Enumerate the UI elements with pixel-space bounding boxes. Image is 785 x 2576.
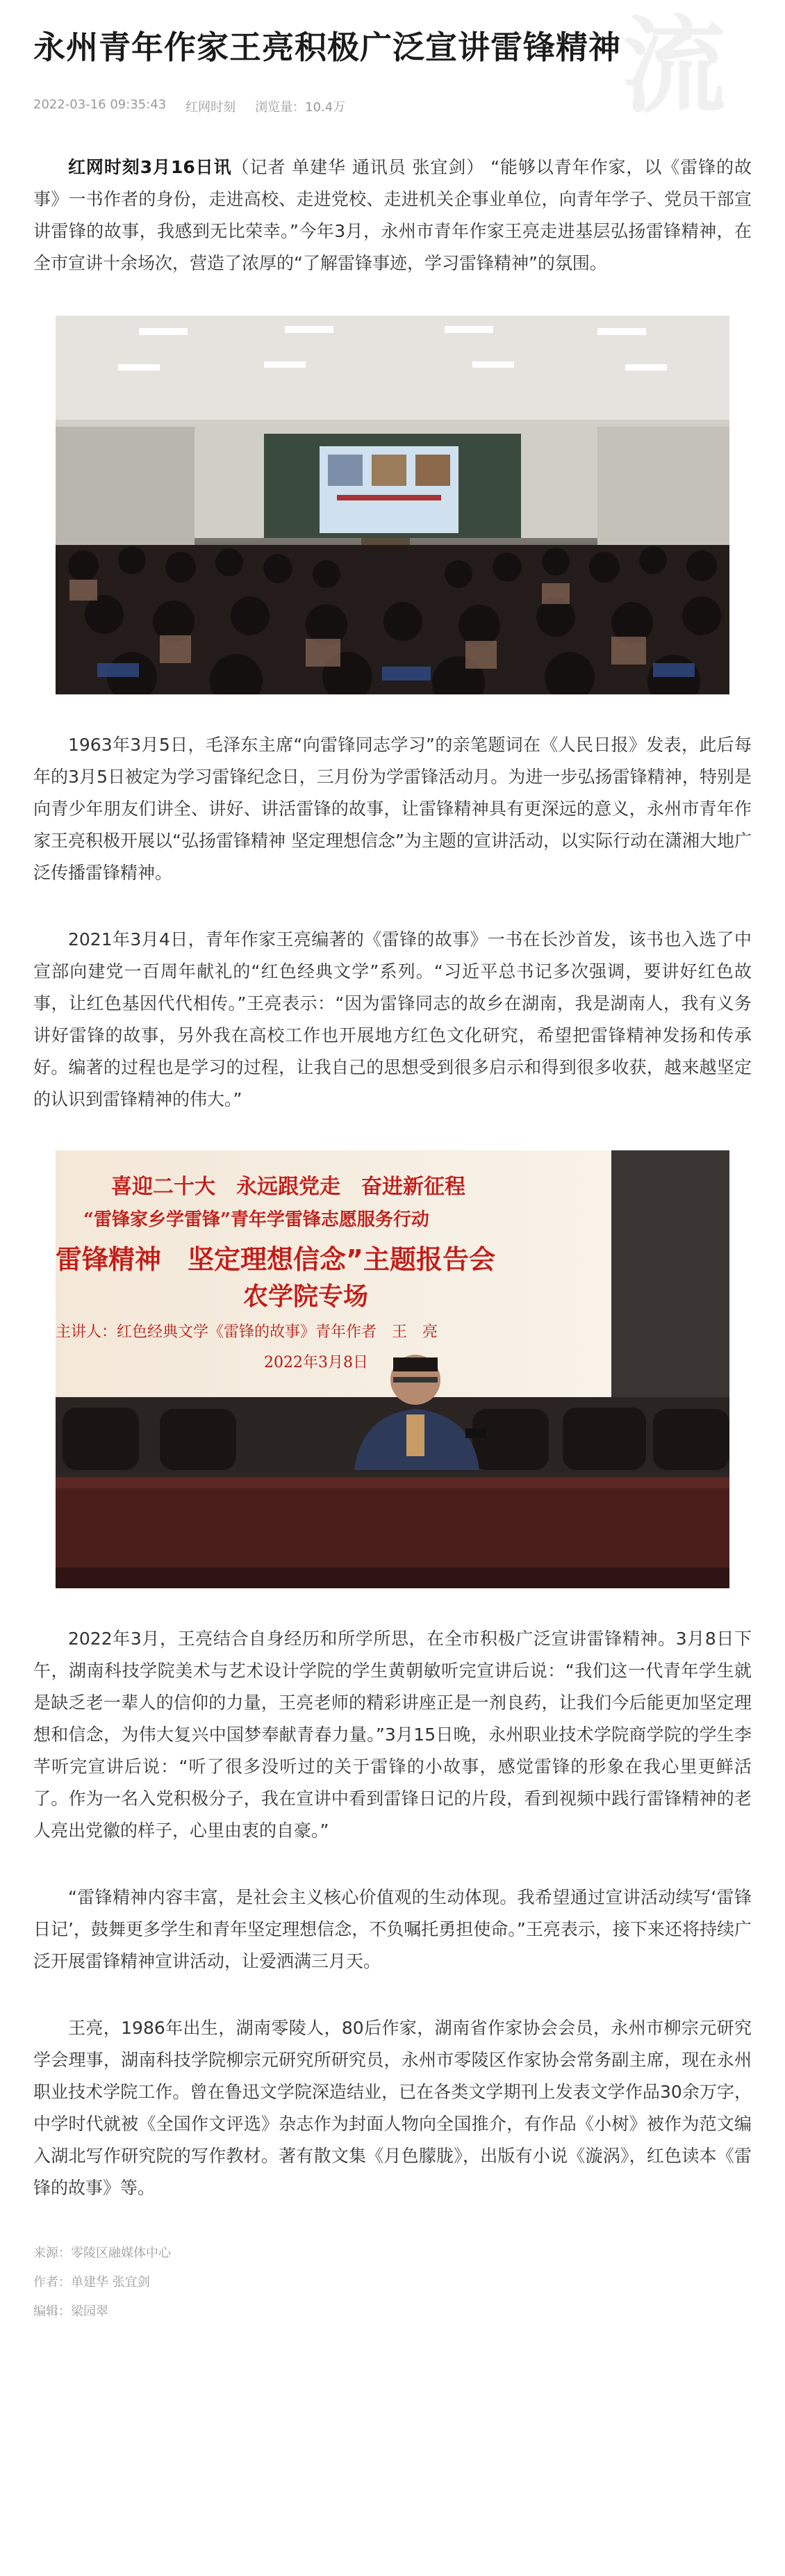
lecture-hall-photo <box>56 316 729 694</box>
body-paragraph-2: 2021年3月4日，青年作家王亮编著的《雷锋的故事》一书在长沙首发，该书也入选了中宣部向建党一百周年献礼的“红色经典文学”系列。“习近平总书记多次强调，要讲好红色故事，让红色基因代代相传。”王亮表示：“因为雷锋同志的故乡在湖南，我是湖南人，我有义务讲好雷锋的故事，另外我在高校工作也开展地方红色文化研究，希望把雷锋精神发扬和传承好。编著的过程也是学习的过程，让我自己的思想受到很多启示和得到很多收获，越来越坚定的认识到雷锋精神的伟大。” <box>33 929 752 1109</box>
footer-editor: 编辑：梁园翠 <box>33 2304 108 2319</box>
speaker-photo <box>56 1150 729 1588</box>
body-paragraph-3: 2022年3月，王亮结合自身经历和所学所思，在全市积极广泛宣讲雷锋精神。3月8日下午，湖南科技学院美术与艺术设计学院的学生黄朝敏听完宣讲后说：“我们这一代青年学生就是缺乏老一辈人的信仰的力量，王亮老师的精彩讲座正是一剂良药，让我们今后能更加坚定理想和信念，为伟大复兴中国梦奉献青春力量。”3月15日晚，永州职业技术学院商学院的学生李芊听完宣讲后说：“听了很多没听过的关于雷锋的小故事，感觉雷锋的形象在我心里更鲜活了。作为一名入党积极分子，我在宣讲中看到雷锋日记的片段，看到视频中践行雷锋精神的老人亮出党徽的样子，心里由衷的自豪。” <box>33 1629 752 1841</box>
banner-line-4: 农学院专场 <box>243 1282 369 1311</box>
body-paragraph-4: “雷锋精神内容丰富，是社会主义核心价值观的生动体现。我希望通过宣讲活动续写‘雷锋日记’，鼓舞更多学生和青年坚定理想信念，不负嘱托勇担使命。”王亮表示，接下来还将持续广泛开展雷锋精神宣讲活动，让爱洒满三月天。 <box>33 1887 752 1971</box>
article-meta <box>33 97 752 115</box>
banner-line-6: 2022年3月8日 <box>264 1354 368 1371</box>
view-count: 浏览量：10.4万 <box>255 100 346 115</box>
lecture-hall-illustration <box>56 316 729 694</box>
article-source[interactable]: 红网时刻 <box>185 100 236 115</box>
site-watermark: 流 <box>621 5 726 127</box>
body-paragraph-1: 1963年3月5日，毛泽东主席“向雷锋同志学习”的亲笔题词在《人民日报》发表，此后每年的3月5日被定为学习雷锋纪念日，三月份为学雷锋活动月。为进一步弘扬雷锋精神，特别是向青少年朋友们讲全、讲好、讲活雷锋的故事，让雷锋精神具有更深远的意义，永州市青年作家王亮积极开展以“弘扬雷锋精神 坚定理想信念”为主题的宣讲活动，以实际行动在潇湘大地广泛传播雷锋精神。 <box>33 735 752 883</box>
lead-text: （记者 单建华 通讯员 张宜剑） “能够以青年作家，以《雷锋的故事》一书作者的身份，走进高校、走进党校、走进机关企事业单位，向青年学子、党员干部宣讲雷锋的故事，我感到无比荣幸。”今年3月，永州市青年作家王亮走进基层弘扬雷锋精神，在全市宣讲十余场次，营造了浓厚的“了解雷锋事迹，学习雷锋精神”的氛围。 <box>33 157 752 273</box>
lead-paragraph <box>33 152 752 279</box>
speaker-illustration <box>56 1150 729 1588</box>
body-paragraph-5: 王亮，1986年出生，湖南零陵人，80后作家，湖南省作家协会会员，永州市柳宗元研究学会理事，湖南科技学院柳宗元研究所研究员，永州市零陵区作家协会常务副主席，现在永州职业技术学院工作。曾在鲁迅文学院深造结业，已在各类文学期刊上发表文学作品30余万字，中学时代就被《全国作文评选》杂志作为封面人物向全国推介，有作品《小树》被作为范文编入湖北写作研究院的写作教材。著有散文集《月色朦胧》，出版有小说《漩涡》，红色读本《雷锋的故事》等。 <box>33 2018 752 2198</box>
banner-line-2: “雷锋家乡学雷锋”青年学雷锋志愿服务行动 <box>83 1209 429 1230</box>
banner-line-1: 喜迎二十大 永远跟党走 奋进新征程 <box>111 1175 465 1199</box>
footer-author: 作者：单建华 张宜剑 <box>33 2275 150 2290</box>
banner-line-3: 雷锋精神 坚定理想信念”主题报告会 <box>56 1244 495 1275</box>
banner-line-5: 主讲人：红色经典文学《雷锋的故事》青年作者 王 亮 <box>56 1323 438 1341</box>
publish-datetime: 2022-03-16 09:35:43 <box>33 97 167 112</box>
article-footer <box>33 2239 752 2326</box>
article-title: 永州青年作家王亮积极广泛宣讲雷锋精神 <box>33 28 621 66</box>
footer-source: 来源：零陵区融媒体中心 <box>33 2246 171 2260</box>
dateline: 红网时刻3月16日讯 <box>68 157 232 177</box>
